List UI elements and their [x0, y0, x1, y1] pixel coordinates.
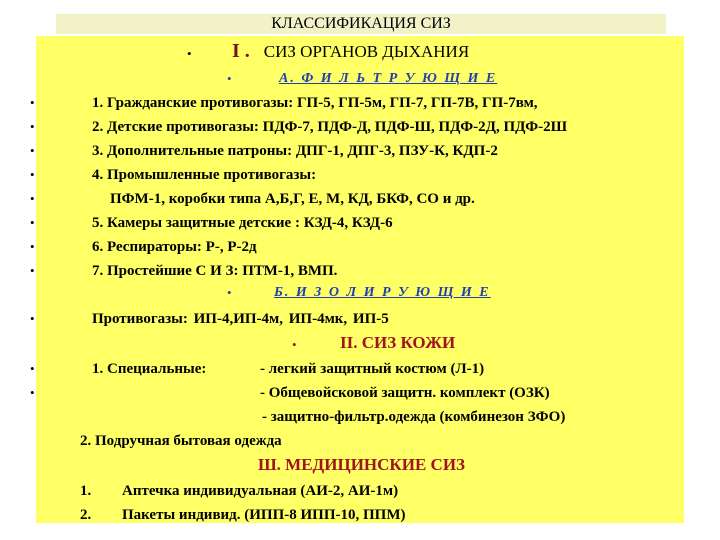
special-item: - легкий защитный костюм (Л-1): [260, 361, 485, 377]
bullet: •: [30, 119, 35, 134]
bullet: •: [30, 311, 35, 326]
bullet: •: [187, 46, 192, 61]
special-item: - защитно-фильтр.одежда (комбинезон ЗФО): [262, 409, 566, 425]
bullet: •: [30, 361, 35, 376]
list-item: 1. Гражданские противогазы: ГП-5, ГП-5м, ГП-7, ГП-7В, ГП-7вм,: [92, 95, 538, 111]
bullet: •: [30, 95, 35, 110]
bullet: •: [30, 239, 35, 254]
bullet: •: [30, 143, 35, 158]
bullet: •: [292, 337, 297, 352]
list-item: 7. Простейшие С И З: ПТМ-1, ВМП.: [92, 263, 338, 279]
section-1-number: I .: [232, 40, 250, 62]
list-item: 4. Промышленные противогазы:: [92, 167, 317, 183]
bullet: •: [30, 263, 35, 278]
filtering-subheader: А. Ф И Л Ь Т Р У Ю Щ И Е: [279, 71, 498, 86]
section-3-header: Ш. МЕДИЦИНСКИЕ СИЗ: [258, 455, 466, 474]
bullet: •: [30, 191, 35, 206]
isolating-gas-masks: Противогазы: ИП-4,ИП-4м, ИП-4мк, ИП-5: [92, 311, 389, 327]
slide-body: [30, 36, 684, 523]
medical-item-text: Пакеты индивид. (ИПП-8 ИПП-10, ППМ): [122, 507, 406, 523]
section-2-header: II. СИЗ КОЖИ: [340, 333, 456, 352]
special-item: - Общевойсковой защитн. комплект (ОЗК): [260, 385, 550, 401]
bullet: •: [227, 285, 232, 300]
bullet: •: [30, 167, 35, 182]
medical-item-number: 1.: [80, 483, 92, 499]
section-1-header: [232, 42, 469, 61]
bullet: •: [227, 71, 232, 86]
slide-title: КЛАССИФИКАЦИЯ СИЗ: [56, 14, 666, 34]
isolating-subheader: Б. И З О Л И Р У Ю Щ И Е: [274, 285, 491, 300]
special-label: 1. Специальные:: [92, 361, 207, 377]
list-item: ПФМ-1, коробки типа А,Б,Г, Е, М, КД, БКФ, СО и др.: [110, 191, 475, 207]
list-item: 3. Дополнительные патроны: ДПГ-1, ДПГ-3, ПЗУ-К, КДП-2: [92, 143, 498, 159]
section-1-label: СИЗ ОРГАНОВ ДЫХАНИЯ: [263, 42, 470, 61]
medical-item-text: Аптечка индивидуальная (АИ-2, АИ-1м): [122, 483, 399, 499]
bullet: •: [30, 215, 35, 230]
list-item: 5. Камеры защитные детские : КЗД-4, КЗД-6: [92, 215, 393, 231]
medical-item-number: 2.: [80, 507, 92, 523]
bullet: •: [30, 385, 35, 400]
list-item: 6. Респираторы: Р-, Р-2д: [92, 239, 257, 255]
list-item: 2. Детские противогазы: ПДФ-7, ПДФ-Д, ПДФ-Ш, ПДФ-2Д, ПДФ-2Ш: [92, 119, 568, 135]
household-clothing: 2. Подручная бытовая одежда: [80, 433, 282, 449]
